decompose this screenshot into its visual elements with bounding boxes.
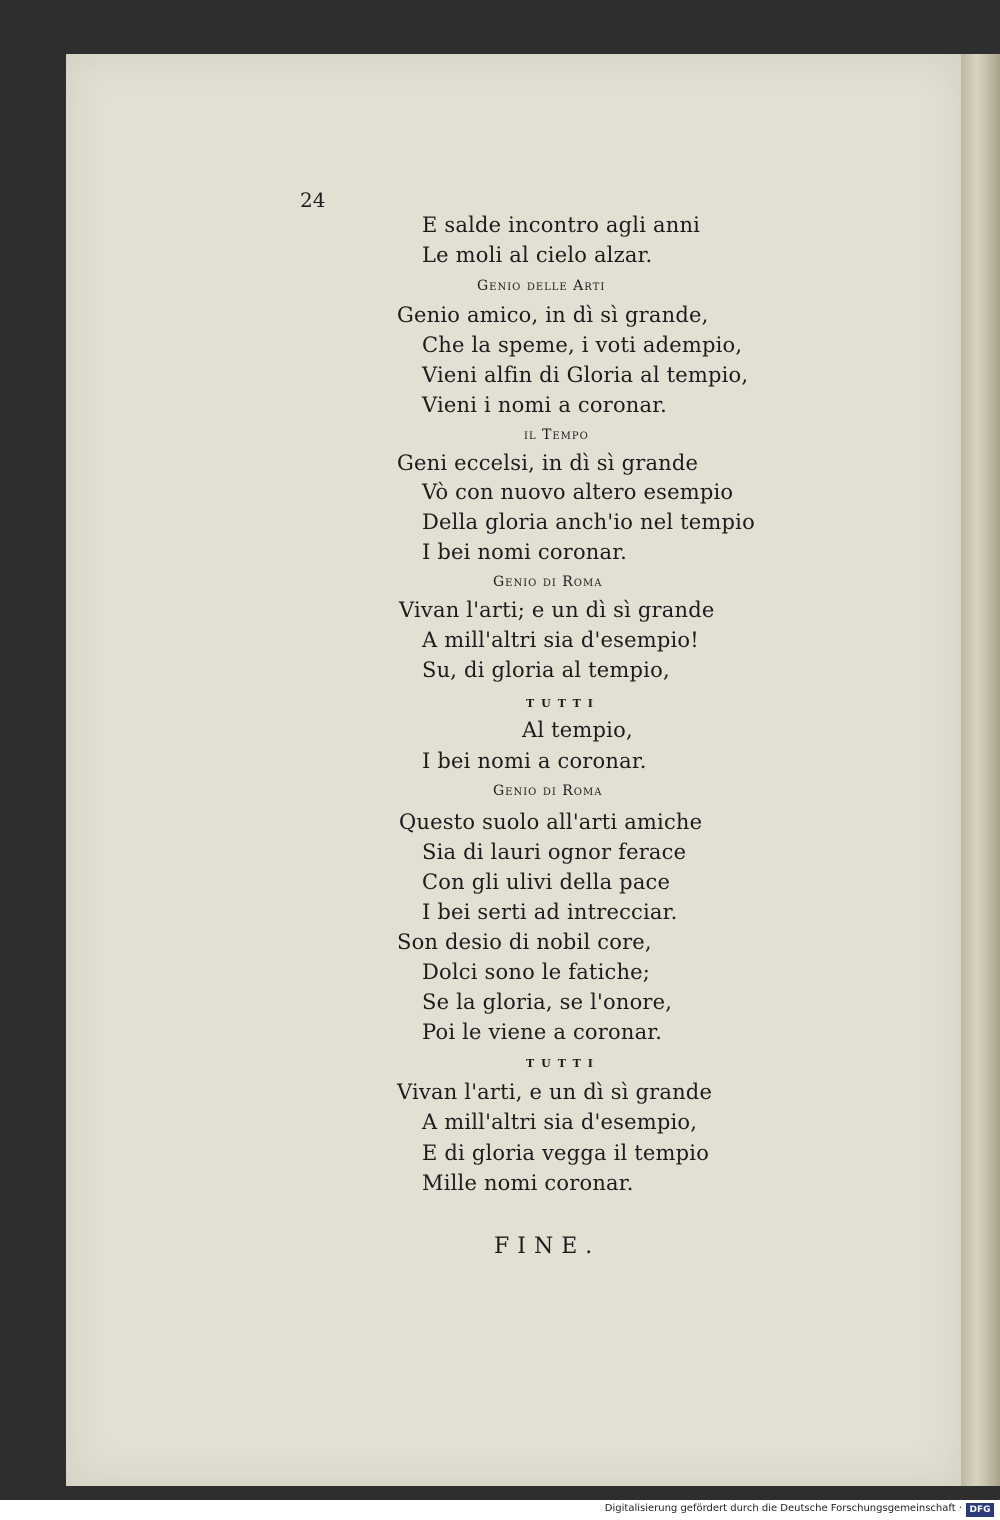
verse-line: Poi le viene a coronar. [422, 1020, 663, 1044]
verse-line: Vieni i nomi a coronar. [422, 393, 668, 417]
verse-line: Geni eccelsi, in dì sì grande [397, 451, 699, 475]
verse-line: Vieni alfin di Gloria al tempio, [422, 363, 749, 387]
verse-line: Con gli ulivi della pace [422, 870, 671, 894]
verse-line: Se la gloria, se l'onore, [422, 990, 673, 1014]
verse-line: I bei nomi a coronar. [422, 749, 647, 773]
verse-line: Vivan l'arti, e un dì sì grande [397, 1080, 713, 1104]
speaker-name: Genio delle Arti [477, 278, 606, 294]
fine-heading: FINE. [494, 1234, 601, 1259]
verse-line: Genio amico, in dì sì grande, [397, 303, 709, 327]
speaker-name: Genio di Roma [493, 783, 603, 799]
verse-line: Son desio di nobil core, [397, 930, 652, 954]
verse-line: Questo suolo all'arti amiche [399, 810, 703, 834]
verse-line: Sia di lauri ognor ferace [422, 840, 687, 864]
verse-line: I bei serti ad intrecciar. [422, 900, 678, 924]
verse-line: Mille nomi coronar. [422, 1171, 634, 1195]
verse-line: A mill'altri sia d'esempio, [422, 1110, 698, 1134]
verse-line: Vò con nuovo altero esempio [422, 480, 734, 504]
verse-line: E salde incontro agli anni [422, 213, 701, 237]
verse-line: Su, di gloria al tempio, [422, 658, 670, 682]
verse-line: Che la speme, i voti adempio, [422, 333, 743, 357]
verse-line: Dolci sono le fatiche; [422, 960, 651, 984]
verse-line: Al tempio, [522, 718, 633, 742]
dfg-logo-icon: DFG [966, 1503, 994, 1517]
verse-line: I bei nomi coronar. [422, 540, 628, 564]
speaker-name: il Tempo [524, 427, 589, 443]
verse-line: E di gloria vegga il tempio [422, 1141, 710, 1165]
verse-line: A mill'altri sia d'esempio! [422, 628, 699, 652]
verse-line: Le moli al cielo alzar. [422, 243, 653, 267]
footer-credit: Digitalisierung gefördert durch die Deutsche Forschungsgemeinschaft · [604, 1503, 962, 1514]
footer-bar [0, 1500, 1000, 1520]
verse-line: Della gloria anch'io nel tempio [422, 510, 755, 534]
speaker-name: Genio di Roma [493, 574, 603, 590]
speaker-name: TUTTI [526, 697, 600, 710]
speaker-name: TUTTI [526, 1057, 600, 1070]
page-number: 24 [300, 188, 326, 212]
verse-line: Vivan l'arti; e un dì sì grande [399, 598, 715, 622]
